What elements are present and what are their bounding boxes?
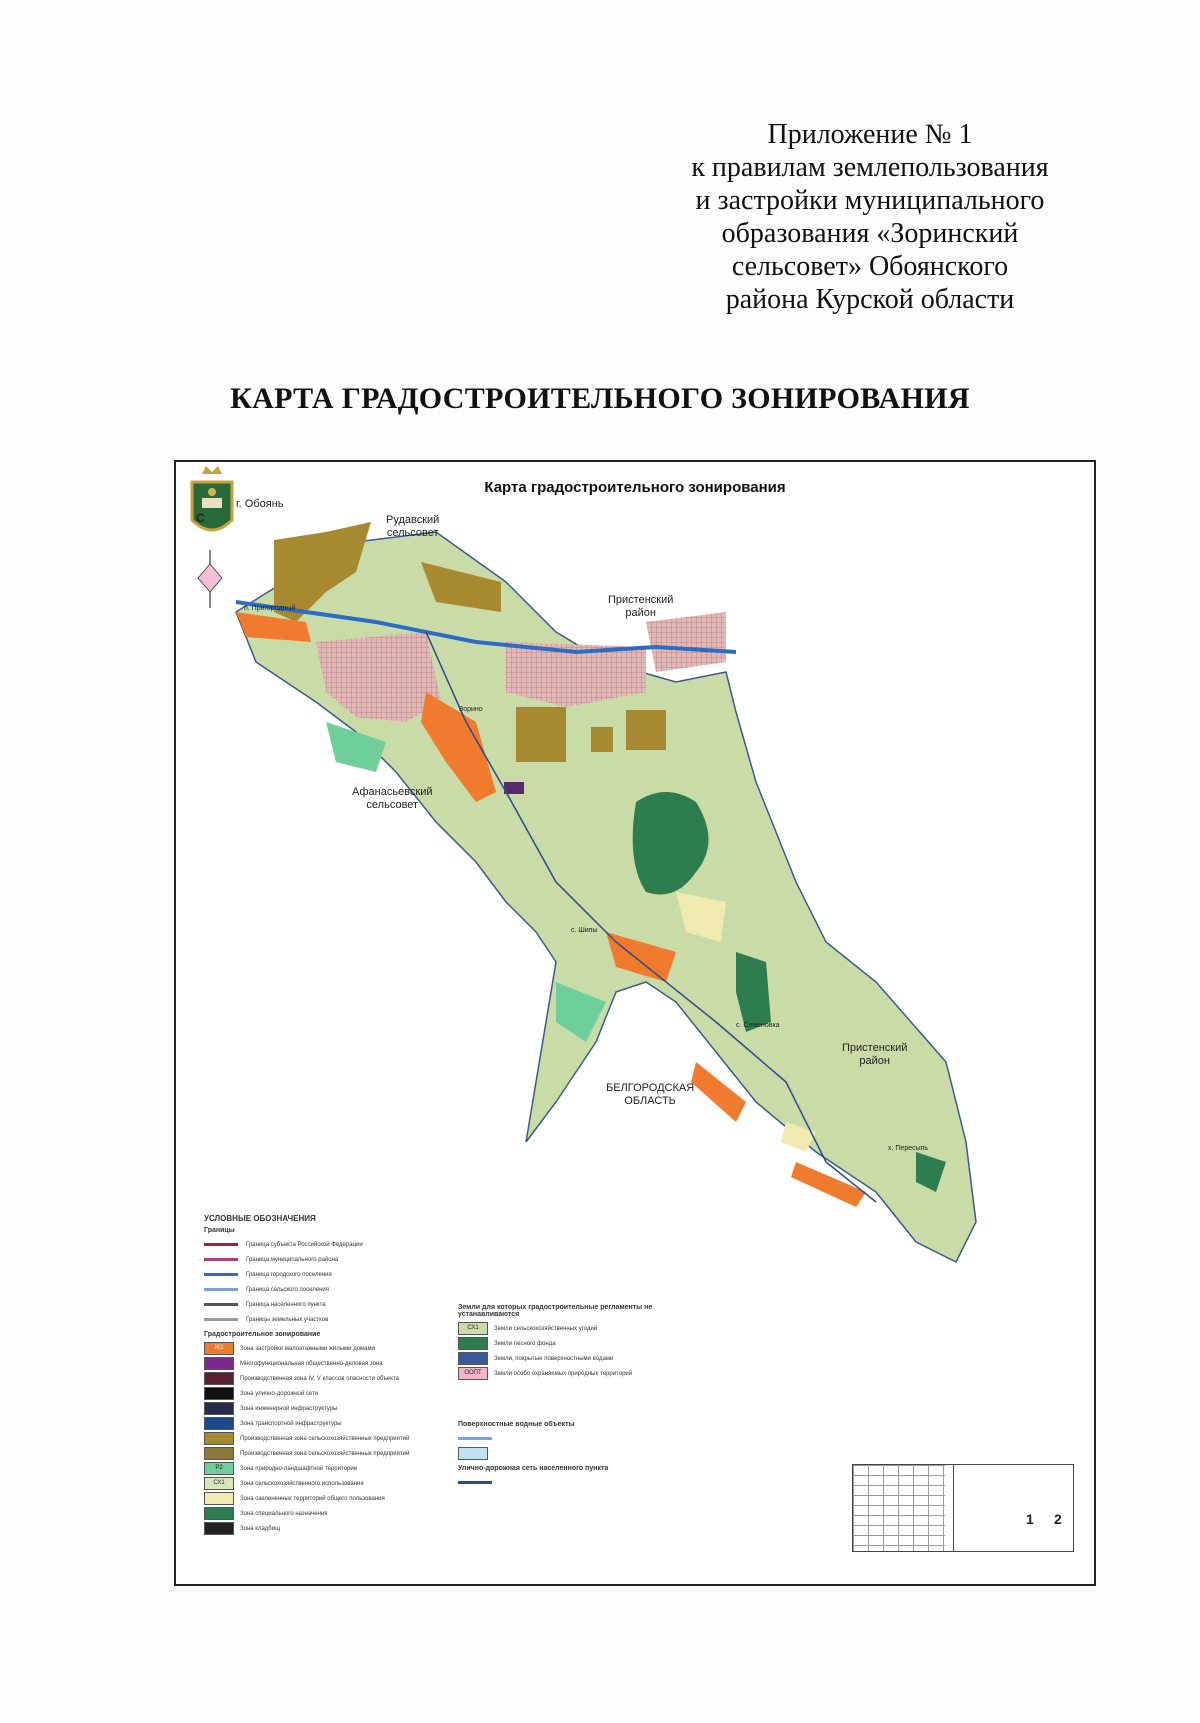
production-zone — [591, 727, 613, 752]
legend-row — [458, 1446, 658, 1461]
appendix-note — [640, 118, 1100, 316]
sheet-count: 2 — [1054, 1511, 1062, 1527]
legend-row — [204, 1312, 474, 1327]
legend-swatch — [204, 1507, 234, 1520]
legend-row — [204, 1461, 474, 1476]
legend-heading: УСЛОВНЫЕ ОБОЗНАЧЕНИЯ — [204, 1214, 316, 1223]
label-line: район — [625, 607, 656, 619]
legend-row — [204, 1237, 474, 1252]
appendix-line: Приложение № 1 — [767, 119, 973, 150]
legend-swatch — [204, 1417, 234, 1430]
label-line: ОБЛАСТЬ — [624, 1095, 676, 1107]
appendix-line: и застройки муниципального — [695, 185, 1045, 216]
label-line: БЕЛГОРОДСКАЯ — [606, 1082, 695, 1094]
legend-label: Граница субъекта Российской Федерации — [246, 1241, 363, 1248]
public-zone — [504, 782, 524, 794]
legend-label: Зона транспортной инфраструктуры — [240, 1420, 342, 1427]
legend-row — [204, 1416, 474, 1431]
label-line: Афанасьевский — [352, 786, 433, 798]
label-afanasievsky — [352, 786, 433, 812]
legend-other-heading: Земли для которых градостроительные регламенты не устанавливаются — [458, 1304, 653, 1318]
legend-zones-heading: Градостроительное зонирование — [204, 1331, 321, 1338]
production-zone — [516, 707, 566, 762]
legend-row — [204, 1446, 474, 1461]
label-line: Пристенский — [608, 594, 674, 606]
legend-swatch — [204, 1522, 234, 1535]
zoning-map — [174, 460, 1096, 1586]
legend-label: Производственная зона сельскохозяйственных предприятий — [240, 1450, 410, 1457]
village-prigorodny: п. Пригородный — [244, 605, 296, 612]
legend-borders-heading: Границы — [204, 1227, 235, 1234]
legend-label: Граница сельского поселения — [246, 1286, 330, 1293]
compass-rose-icon — [198, 550, 222, 608]
legend-label: Многофункциональная общественно-деловая зона — [240, 1360, 383, 1367]
north-label: С — [196, 511, 205, 525]
legend-swatch — [458, 1447, 488, 1460]
village-semenovka: с. Семеновка — [736, 1022, 780, 1029]
crosshatch-zone — [646, 612, 726, 672]
legend-row — [204, 1356, 474, 1371]
legend-label: Зона улично-дорожной сети — [240, 1390, 319, 1397]
legend-swatch — [204, 1303, 238, 1306]
village-zorino: Зорино — [459, 706, 483, 713]
legend-row — [204, 1282, 474, 1297]
legend-row — [204, 1521, 474, 1536]
label-line: Пристенский — [842, 1042, 908, 1054]
legend-label: Зона инженерной инфраструктуры — [240, 1405, 338, 1412]
legend-swatch — [204, 1402, 234, 1415]
legend-label: Производственная зона сельскохозяйственных предприятий — [240, 1435, 410, 1442]
label-pristensky-bottom — [842, 1042, 907, 1068]
legend-row — [204, 1297, 474, 1312]
legend — [204, 1214, 474, 1536]
legend-swatch: Ж1 — [204, 1342, 234, 1355]
legend-label: Земли сельскохозяйственных угодий — [494, 1325, 598, 1332]
legend-swatch — [458, 1337, 488, 1350]
legend-swatch — [204, 1372, 234, 1385]
legend-label: Производственная зона IV, V классов опасности объекта — [240, 1375, 399, 1382]
legend-row — [204, 1506, 474, 1521]
legend-label: Земли особо охраняемых природных территорий — [494, 1370, 633, 1377]
page-title: КАРТА ГРАДОСТРОИТЕЛЬНОГО ЗОНИРОВАНИЯ — [230, 382, 970, 415]
label-oboyan: г. Обоянь — [236, 498, 284, 510]
appendix-line: к правилам землепользования — [691, 152, 1049, 183]
legend-row — [204, 1401, 474, 1416]
legend-row — [458, 1366, 658, 1381]
appendix-line: района Курской области — [725, 284, 1015, 315]
title-block-grid — [853, 1465, 945, 1551]
legend-label: Зона кладбищ — [240, 1525, 281, 1532]
legend-label: Зона природно-ландшафтной территории — [240, 1465, 358, 1472]
label-line: сельсовет — [366, 799, 419, 811]
legend-swatch — [204, 1318, 238, 1321]
legend-road-heading: Улично-дорожная сеть населенного пункта — [458, 1465, 609, 1472]
legend-row — [204, 1341, 474, 1356]
legend-row — [204, 1386, 474, 1401]
label-belgorod — [606, 1082, 694, 1108]
legend-label: Зона застройки малоэтажными жилыми домами — [240, 1345, 375, 1352]
legend-swatch — [204, 1387, 234, 1400]
legend-swatch — [204, 1258, 238, 1261]
legend-label: Земли, покрытые поверхностными водами — [494, 1355, 614, 1362]
legend-swatch — [204, 1432, 234, 1445]
legend-row — [458, 1336, 658, 1351]
legend-swatch: СХ1 — [458, 1322, 488, 1335]
legend-swatch: СХ1 — [204, 1477, 234, 1490]
legend-row — [204, 1431, 474, 1446]
village-shipy: с. Шипы — [571, 927, 598, 934]
sheet-number: 1 — [1026, 1511, 1034, 1527]
title-block-info — [953, 1465, 1074, 1551]
legend-swatch — [204, 1288, 238, 1291]
legend-swatch — [204, 1243, 238, 1246]
legend-label: Зона сельскохозяйственного использования — [240, 1480, 364, 1487]
label-line: район — [859, 1055, 890, 1067]
legend-row — [458, 1475, 658, 1490]
legend-label: Граница городского поселения — [246, 1271, 332, 1278]
legend-label: Земли лесного фонда — [494, 1340, 556, 1347]
appendix-line: образования «Зоринский — [721, 218, 1019, 249]
legend-swatch — [458, 1352, 488, 1365]
legend-row — [458, 1431, 658, 1446]
label-pristensky-top — [608, 594, 673, 620]
label-line: Рудавский — [386, 514, 440, 526]
label-line: сельсовет — [386, 527, 439, 539]
legend-swatch — [204, 1273, 238, 1276]
appendix-line: сельсовет» Обоянского — [731, 251, 1009, 282]
legend-secondary — [458, 1300, 658, 1490]
production-zone — [626, 710, 666, 750]
map-title: Карта градостроительного зонирования — [484, 479, 786, 496]
legend-row — [458, 1351, 658, 1366]
legend-row — [458, 1321, 658, 1336]
legend-label: Границы земельных участков — [246, 1316, 329, 1323]
legend-label: Граница населенного пункта — [246, 1301, 326, 1308]
title-block — [852, 1464, 1074, 1552]
legend-label: Зона специального назначения — [240, 1510, 328, 1517]
legend-swatch — [204, 1492, 234, 1505]
legend-label: Граница муниципального района — [246, 1256, 339, 1263]
legend-row — [204, 1252, 474, 1267]
legend-swatch — [458, 1481, 492, 1484]
legend-label: Зона озелененных территорий общего пользования — [240, 1495, 385, 1502]
legend-swatch — [204, 1357, 234, 1370]
legend-water-heading: Поверхностные водные объекты — [458, 1421, 575, 1428]
legend-row — [204, 1491, 474, 1506]
legend-swatch — [458, 1437, 492, 1440]
legend-row — [204, 1371, 474, 1386]
village-peresyp: х. Пересыпь — [888, 1145, 929, 1152]
legend-swatch — [204, 1447, 234, 1460]
label-rudavsky — [386, 514, 439, 540]
legend-row — [204, 1476, 474, 1491]
legend-row — [204, 1267, 474, 1282]
legend-swatch: ООПТ — [458, 1367, 488, 1380]
legend-swatch: Р2 — [204, 1462, 234, 1475]
